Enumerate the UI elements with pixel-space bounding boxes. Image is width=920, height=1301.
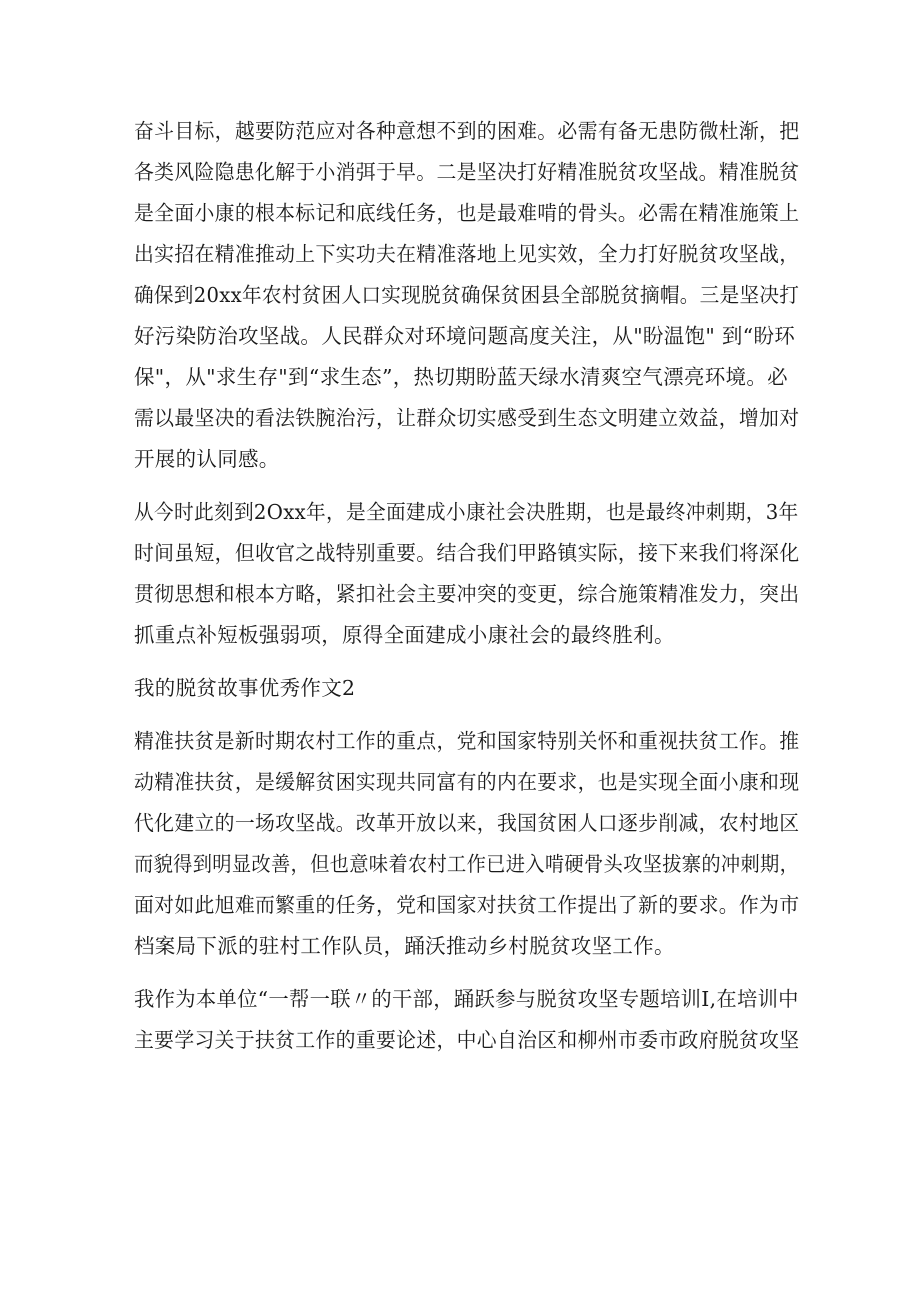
text-line: 开展的认同感。: [134, 447, 280, 471]
paragraph-1: [134, 111, 799, 480]
text-line: 面对如此旭难而繁重的任务，党和国家对扶贫工作提出了新的要求。作为市: [134, 893, 800, 917]
text-line: 抓重点补短板强弱项，原得全面建成小康社会的最终胜利。: [134, 623, 675, 647]
text-line: 主要学习关于扶贫工作的重要论述，中心自治区和柳州市委市政府脱贫攻坚: [134, 1028, 800, 1052]
paragraph-4: [134, 979, 799, 1061]
text-line: 好污染防治攻坚战。人民群众对环境问题高度关注，从"盼温饱" 到“盼环: [134, 324, 796, 348]
text-line: 是全面小康的根本标记和底线任务，也是最难啃的骨头。必需在精准施策上: [134, 201, 800, 225]
text-line: 出实招在精准推动上下实功夫在精准落地上见实效，全力打好脱贫攻坚战，: [134, 242, 800, 266]
text-line: 奋斗目标，越要防范应对各种意想不到的困难。必需有备无患防微杜渐，把: [134, 119, 800, 143]
text-line: 需以最坚决的看法铁腕治污，让群众切实感受到生态文明建立效益，增加对: [134, 406, 800, 430]
text-line: 时间虽短，但收官之战特别重要。结合我们甲路镇实际，接下来我们将深化: [134, 541, 800, 565]
text-line: 精准扶贫是新时期农村工作的重点，党和国家特别关怀和重视扶贫工作。推: [134, 729, 800, 753]
text-line: 各类风险隐患化解于小消弭于早。二是坚决打好精准脱贫攻坚战。精准脱贫: [134, 160, 800, 184]
text-line: 动精准扶贫，是缓解贫困实现共同富有的内在要求，也是实现全面小康和现: [134, 770, 800, 794]
text-line: 我作为本单位“一帮一联〃的干部，踊跃参与脱贫攻坚专题培训I,在培训中: [134, 987, 799, 1011]
text-line: 保"，从"求生存"到“求生态”，热切期盼蓝天绿水清爽空气漂亮环境。必: [134, 365, 788, 389]
paragraph-3: [134, 721, 799, 967]
text-line: 贯彻思想和根本方略，紧扣社会主要冲突的变更，综合施策精准发力，突出: [134, 582, 800, 606]
text-line: 确保到20xx年农村贫困人口实现脱贫确保贫困县全部脱贫摘帽。三是坚决打: [134, 283, 800, 307]
section-heading: 我的脱贫故事优秀作文2: [134, 676, 356, 700]
text-line: 而貌得到明显改善，但也意味着农村工作已进入啃硬骨头攻坚拔寨的冲刺期，: [134, 852, 800, 876]
text-line: 代化建立的一场攻坚战。改革开放以来，我国贫困人口逐步削减，农村地区: [134, 811, 800, 835]
text-line: 档案局下派的驻村工作队员，踊沃推动乡村脱贫攻坚工作。: [134, 934, 675, 958]
document-body: [134, 111, 799, 1061]
text-line: 从今时此刻到2Oxx年，是全面建成小康社会决胜期，也是最终冲刺期，3年: [134, 500, 799, 524]
paragraph-2: [134, 492, 799, 656]
